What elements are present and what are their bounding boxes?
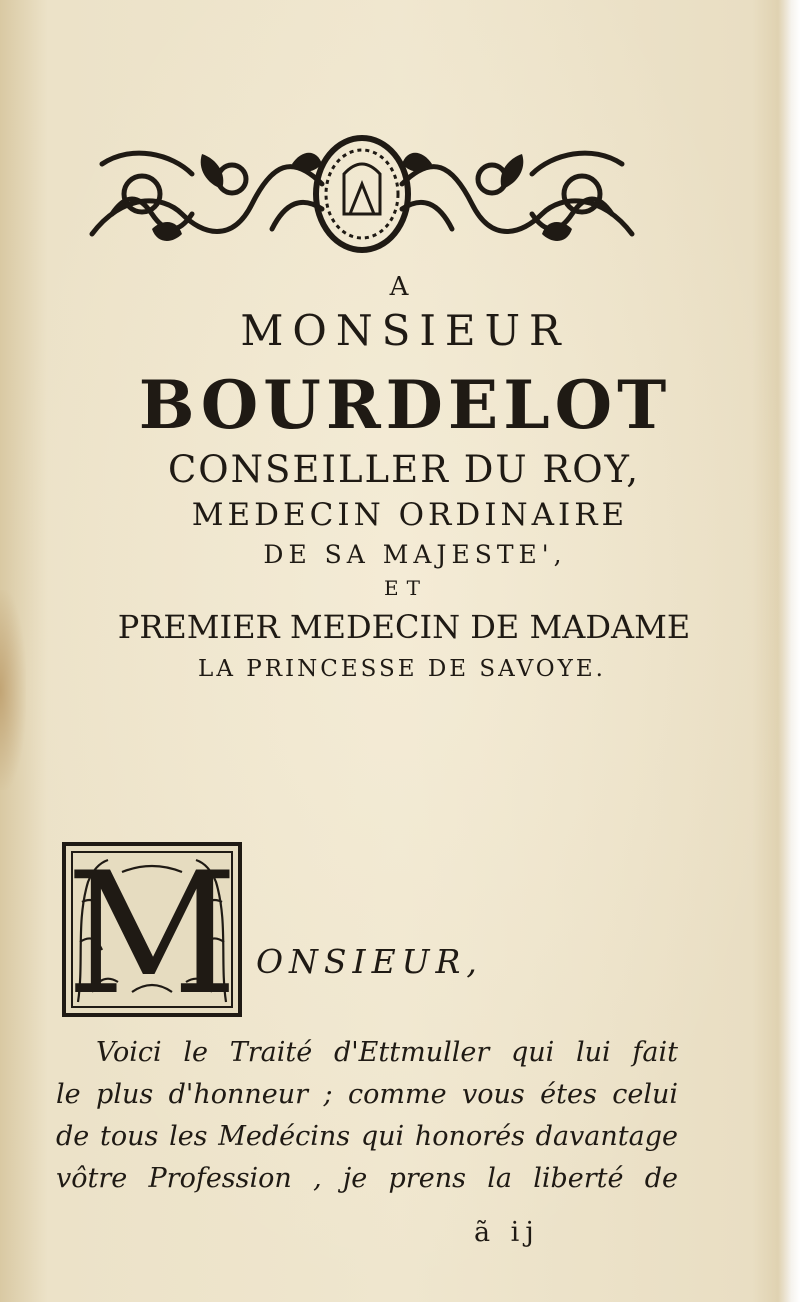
decorated-initial-icon (62, 842, 242, 1017)
ornament-headpiece-icon (82, 134, 642, 254)
signature-mark: ã ij (474, 1217, 540, 1248)
letter-body (56, 1032, 678, 1200)
dedication-name: BOURDELOT (138, 366, 672, 444)
dedication-title-premier: PREMIER MEDECIN DE MADAME (117, 608, 691, 646)
dedication-et: ET (384, 576, 428, 600)
dedication-title-princesse: LA PRINCESSE DE SAVOYE. (198, 656, 606, 682)
dedication-monsieur: MONSIEUR (240, 306, 570, 355)
letter-line: vôtre Profession , je prens la liberté de (56, 1163, 678, 1194)
dedication-a: A (389, 272, 411, 302)
dedication-title-conseiller: CONSEILLER DU ROY, (168, 448, 640, 491)
letter-line: Voici le Traité d'Ettmuller qui lui fait (96, 1037, 678, 1068)
page-edge (778, 0, 800, 1302)
letter-line: le plus d'honneur ; comme vous étes celui (56, 1079, 678, 1110)
salutation: ONSIEUR, (256, 942, 483, 981)
letter-line: de tous les Medécins qui honorés davantage (56, 1121, 678, 1152)
dedication-title-medecin: MEDECIN ORDINAIRE (191, 497, 629, 533)
dropcap-letter: M (65, 842, 239, 1017)
dedication-title-majeste: DE SA MAJESTE', (263, 540, 567, 569)
